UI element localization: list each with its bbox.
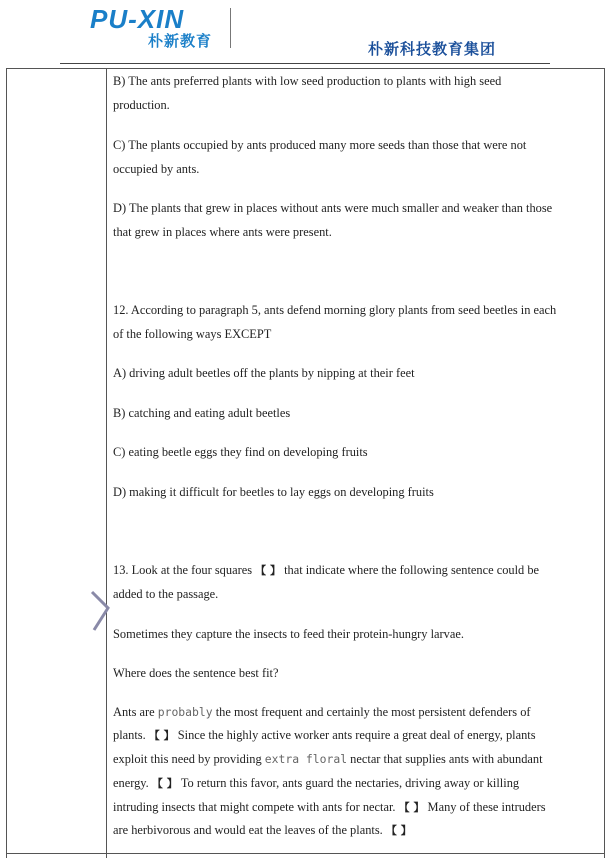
table-column-divider <box>106 68 107 858</box>
q11-option-d-line1: D) The plants that grew in places without ants were much smaller and weaker than those <box>113 201 553 215</box>
logo-chinese-text: 朴新教育 <box>148 32 213 50</box>
passage-text: are herbivorous and would eat the leaves of the plants. <box>113 823 386 837</box>
table-border-left <box>6 68 7 858</box>
header-rule <box>60 63 550 64</box>
q13-stem-pre: 13. Look at the four squares <box>113 563 256 577</box>
passage-text: intruding insects that might compete with ants for nectar. <box>113 800 399 814</box>
passage-text: energy. <box>113 776 152 790</box>
logo-divider <box>230 8 231 48</box>
passage-line-2 <box>113 727 536 744</box>
passage-line-1 <box>113 704 531 720</box>
table-border-top <box>6 68 604 69</box>
passage-mono-text: probably <box>157 705 213 719</box>
q12-option-b: B) catching and eating adult beetles <box>113 406 291 420</box>
q11-option-b-line1: B) The ants preferred plants with low seed production to plants with high seed <box>113 74 502 88</box>
q13-stem-line1 <box>113 562 539 579</box>
q13-stem-line2: added to the passage. <box>113 587 219 601</box>
page-header <box>0 0 610 66</box>
q11-option-c-line2: occupied by ants. <box>113 162 200 176</box>
passage-text: nectar that supplies ants with abundant <box>347 752 543 766</box>
q12-option-c: C) eating beetle eggs they find on developing fruits <box>113 445 368 459</box>
passage-line-6 <box>113 822 412 839</box>
company-name: 朴新科技教育集团 <box>368 40 497 58</box>
passage-text: To return this favor, ants guard the nectaries, driving away or killing <box>177 776 520 790</box>
passage-text: Many of these intruders <box>424 800 546 814</box>
q13-insert-sentence: Sometimes they capture the insects to feed their protein-hungry larvae. <box>113 627 464 641</box>
q13-question: Where does the sentence best fit? <box>113 666 279 680</box>
passage-text: Since the highly active worker ants require a great deal of energy, plants <box>174 728 536 742</box>
table-border-bottom <box>6 853 604 854</box>
passage-text: exploit this need by providing <box>113 752 265 766</box>
square-marker[interactable]: 【 】 <box>385 824 412 837</box>
q11-option-c-line1: C) The plants occupied by ants produced many more seeds than those that were not <box>113 138 527 152</box>
passage-text: Ants are <box>113 705 158 719</box>
passage-line-4 <box>113 775 519 792</box>
margin-bracket-icon <box>90 590 112 634</box>
table-border-right <box>604 68 605 858</box>
q12-option-a: A) driving adult beetles off the plants by nipping at their feet <box>113 366 415 380</box>
q11-option-b-line2: production. <box>113 98 170 112</box>
passage-text: the most frequent and certainly the most persistent defenders of <box>212 705 531 719</box>
square-marker[interactable]: 【 】 <box>398 801 425 814</box>
logo-latin-text: PU-XIN <box>90 4 185 34</box>
passage-line-5 <box>113 799 546 816</box>
passage-text: plants. <box>113 728 149 742</box>
q13-stem-post: that indicate where the following sentence could be <box>280 563 540 577</box>
passage-mono-text: extra floral <box>264 752 348 766</box>
q11-option-d-line2: that grew in places where ants were present. <box>113 225 332 239</box>
square-marker[interactable]: 【 】 <box>151 777 178 790</box>
q12-stem-line2: of the following ways EXCEPT <box>113 327 272 341</box>
q12-stem-line1: 12. According to paragraph 5, ants defend morning glory plants from seed beetles in each <box>113 303 557 317</box>
passage-line-3 <box>113 751 543 767</box>
square-marker: 【 】 <box>255 564 281 577</box>
square-marker[interactable]: 【 】 <box>148 729 175 742</box>
q12-option-d: D) making it difficult for beetles to lay eggs on developing fruits <box>113 485 434 499</box>
